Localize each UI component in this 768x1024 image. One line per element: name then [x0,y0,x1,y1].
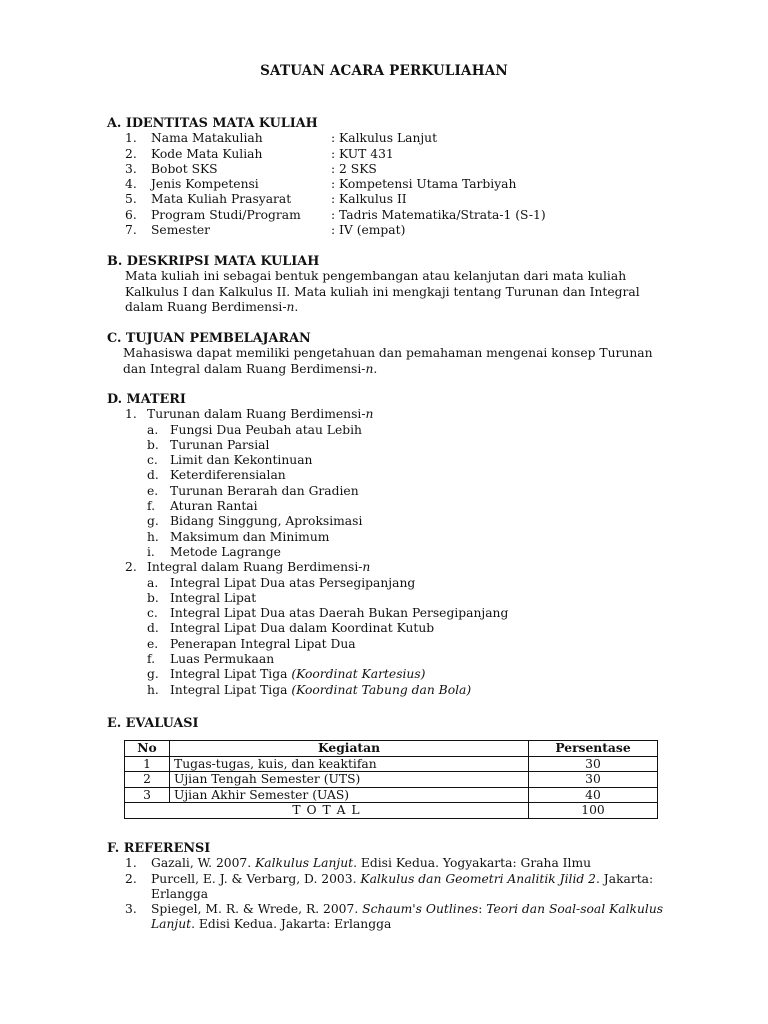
materi-subtopic-label [170,468,286,483]
materi-subtopic [107,652,667,667]
reference-part: : [478,902,487,917]
section-materi [107,392,667,698]
materi-subtopic-letter: e. [147,483,159,498]
table-row [125,787,658,803]
identitas-number: 6. [125,207,137,222]
cell-persentase: 30 [529,756,658,772]
table-total-row [125,803,658,819]
materi-subtopic-text: Penerapan Integral Lipat Dua [170,636,356,651]
identitas-label: Bobot SKS [151,161,218,176]
materi-subtopic-text: Integral Lipat Dua atas Daerah Bukan Persegipanjang [170,606,509,621]
reference-italic: Kalkulus dan Geometri Analitik Jilid 2 [360,871,596,886]
cell-kegiatan: Tugas-tugas, kuis, dan keaktifan [170,756,529,772]
materi-subtopic [107,499,667,514]
materi-subtopic-letter: g. [147,514,159,529]
section-d-heading: D. MATERI [107,392,186,407]
section-e-heading: E. EVALUASI [107,716,199,731]
materi-subtopic-letter: h. [147,682,159,697]
reference-item [107,872,667,903]
materi-subtopic-letter: b. [147,590,159,605]
reference-italic: Teori dan Soal-soal Kalkulus Lanjut [151,902,664,932]
materi-subtopic-label [170,606,508,621]
section-b-heading: B. DESKRIPSI MATA KULIAH [107,254,320,269]
reference-number: 1. [125,856,137,871]
total-value: 100 [529,803,658,819]
materi-subtopic-text: Keterdiferensialan [170,468,286,483]
identitas-value: : KUT 431 [331,146,394,161]
identitas-value: : Kalkulus Lanjut [331,131,438,146]
reference-part: Spiegel, M. R. & Wrede, R. 2007. [151,902,363,917]
materi-subtopic [107,591,667,606]
materi-subtopic [107,423,667,438]
identitas-value: : 2 SKS [331,161,377,176]
section-evaluasi [107,716,667,819]
reference-text [151,902,671,933]
reference-item [107,902,667,933]
reference-text [151,872,671,903]
materi-subtopic-label [170,576,415,591]
materi-subtopic-text: Metode Lagrange [170,544,281,559]
materi-subtopic [107,621,667,636]
materi-topic-label [147,407,373,422]
materi-topic-number: 1. [125,407,137,422]
materi-subtopic-text: Turunan Berarah dan Gradien [170,483,359,498]
identitas-row [107,162,667,177]
cell-no: 1 [125,756,170,772]
identitas-row [107,223,667,238]
materi-subtopic-label [170,484,359,499]
materi-topic [107,407,667,422]
identitas-row [107,177,667,192]
deskripsi-text: Mata kuliah ini sebagai bentuk pengembangan atau kelanjutan dari mata kuliah Kalkulus I dan Kalkulus II. Mata kuliah ini mengkaji tentang Turunan dan Integral dalam Ruang Berdimensi-n. [125,269,640,314]
materi-subtopic-label [170,423,362,438]
identitas-label: Semester [151,223,211,238]
materi-subtopic-label [170,591,256,606]
materi-subtopic-text: Integral Lipat [170,590,257,605]
section-identitas [107,116,667,238]
materi-topic-italic: n [365,407,374,422]
reference-italic: Kalkulus Lanjut [255,856,354,871]
identitas-value: : Kompetensi Utama Tarbiyah [331,177,517,192]
reference-italic: Schaum's Outlines [362,902,479,917]
evaluasi-table [124,740,658,819]
materi-subtopic [107,438,667,453]
materi-subtopic [107,453,667,468]
materi-subtopic-text: Bidang Singgung, Aproksimasi [170,514,363,529]
materi-subtopic [107,468,667,483]
materi-topic-italic: n [362,560,371,575]
tujuan-text: Mahasiswa dapat memiliki pengetahuan dan pemahaman mengenai konsep Turunan dan Integral dalam Ruang Berdimensi-n. [123,346,653,376]
cell-persentase: 30 [529,772,658,788]
materi-subtopic-label [170,530,329,545]
materi-subtopic-label [170,667,425,682]
identitas-number: 7. [125,223,137,238]
materi-subtopic-letter: d. [147,468,159,483]
identitas-label: Program Studi/Program [151,207,301,222]
section-deskripsi [107,254,667,315]
reference-number: 2. [125,871,137,886]
materi-subtopic-label [170,499,258,514]
reference-part: . Edisi Kedua. Yogyakarta: Graha Ilmu [353,856,592,871]
materi-subtopic-text: Limit dan Kekontinuan [170,453,313,468]
materi-subtopic-text: Luas Permukaan [170,652,275,667]
identitas-row [107,131,667,146]
cell-persentase: 40 [529,787,658,803]
materi-subtopic-letter: i. [147,544,155,559]
materi-subtopic [107,576,667,591]
identitas-row [107,147,667,162]
materi-subtopic [107,637,667,652]
materi-subtopic-text: Aturan Rantai [170,499,258,514]
materi-topic-text: Integral dalam Ruang Berdimensi- [147,560,363,575]
materi-subtopic-letter: a. [147,575,159,590]
reference-part: Purcell, E. J. & Verbarg, D. 2003. [151,871,361,886]
table-header-row [125,741,658,757]
table-row [125,772,658,788]
reference-text [151,856,671,871]
materi-subtopic-label [170,453,312,468]
materi-subtopic-letter: g. [147,667,159,682]
section-c-heading: C. TUJUAN PEMBELAJARAN [107,331,311,346]
materi-subtopic-label [170,438,269,453]
table-row [125,756,658,772]
materi-subtopic-text: Integral Lipat Dua dalam Koordinat Kutub [170,621,435,636]
materi-subtopic-label [170,621,434,636]
materi-topic-number: 2. [125,560,137,575]
materi-subtopic-text: Integral Lipat Tiga [170,667,292,682]
col-persentase: Persentase [529,741,658,757]
col-kegiatan: Kegiatan [170,741,529,757]
materi-subtopic-italic: (Koordinat Tabung dan Bola) [291,682,472,697]
col-no: No [125,741,170,757]
identitas-row [107,208,667,223]
materi-topic-text: Turunan dalam Ruang Berdimensi- [147,407,366,422]
materi-subtopic-letter: c. [147,606,158,621]
section-referensi [107,841,667,933]
identitas-number: 4. [125,177,137,192]
materi-subtopic-text: Fungsi Dua Peubah atau Lebih [170,422,362,437]
identitas-number: 2. [125,146,137,161]
identitas-number: 1. [125,131,137,146]
materi-subtopic-letter: b. [147,437,159,452]
materi-subtopic-letter: c. [147,453,158,468]
materi-subtopic-label [170,683,471,698]
section-f-heading: F. REFERENSI [107,841,211,856]
materi-subtopic [107,484,667,499]
materi-subtopic-label [170,637,356,652]
identitas-value: : Kalkulus II [331,192,407,207]
materi-subtopic-text: Integral Lipat Dua atas Persegipanjang [170,575,416,590]
materi-subtopic-letter: d. [147,621,159,636]
cell-no: 2 [125,772,170,788]
identitas-value: : Tadris Matematika/Strata-1 (S-1) [331,207,546,222]
reference-part: Gazali, W. 2007. [151,856,256,871]
materi-topic-label [147,560,370,575]
section-tujuan [107,331,667,377]
materi-subtopic [107,514,667,529]
materi-subtopic [107,683,667,698]
identitas-value: : IV (empat) [331,223,406,238]
materi-subtopic-label [170,545,281,560]
materi-subtopic-letter: f. [147,652,156,667]
materi-subtopic [107,545,667,560]
cell-no: 3 [125,787,170,803]
reference-part: . Edisi Kedua. Jakarta: Erlangga [191,917,392,932]
materi-subtopic-letter: a. [147,422,159,437]
materi-subtopic-text: Integral Lipat Tiga [170,682,292,697]
materi-subtopic-label [170,652,274,667]
section-a-heading: A. IDENTITAS MATA KULIAH [107,116,318,131]
materi-subtopic-letter: f. [147,499,156,514]
reference-item [107,856,667,871]
identitas-number: 5. [125,192,137,207]
materi-topic [107,560,667,575]
materi-subtopic-text: Maksimum dan Minimum [170,529,330,544]
reference-part: . Jakarta: Erlangga [151,871,654,901]
materi-subtopic-text: Turunan Parsial [170,437,270,452]
identitas-label: Mata Kuliah Prasyarat [151,192,292,207]
materi-subtopic-letter: e. [147,636,159,651]
identitas-row [107,192,667,207]
total-label: T O T A L [125,803,529,819]
identitas-label: Kode Mata Kuliah [151,146,263,161]
identitas-number: 3. [125,161,137,176]
materi-subtopic [107,606,667,621]
cell-kegiatan: Ujian Tengah Semester (UTS) [170,772,529,788]
materi-subtopic-letter: h. [147,529,159,544]
materi-subtopic-label [170,514,362,529]
materi-subtopic [107,667,667,682]
document-title: SATUAN ACARA PERKULIAHAN [260,63,508,79]
materi-subtopic [107,530,667,545]
reference-number: 3. [125,902,137,917]
cell-kegiatan: Ujian Akhir Semester (UAS) [170,787,529,803]
materi-subtopic-italic: (Koordinat Kartesius) [291,667,426,682]
identitas-label: Jenis Kompetensi [151,177,259,192]
identitas-label: Nama Matakuliah [151,131,263,146]
